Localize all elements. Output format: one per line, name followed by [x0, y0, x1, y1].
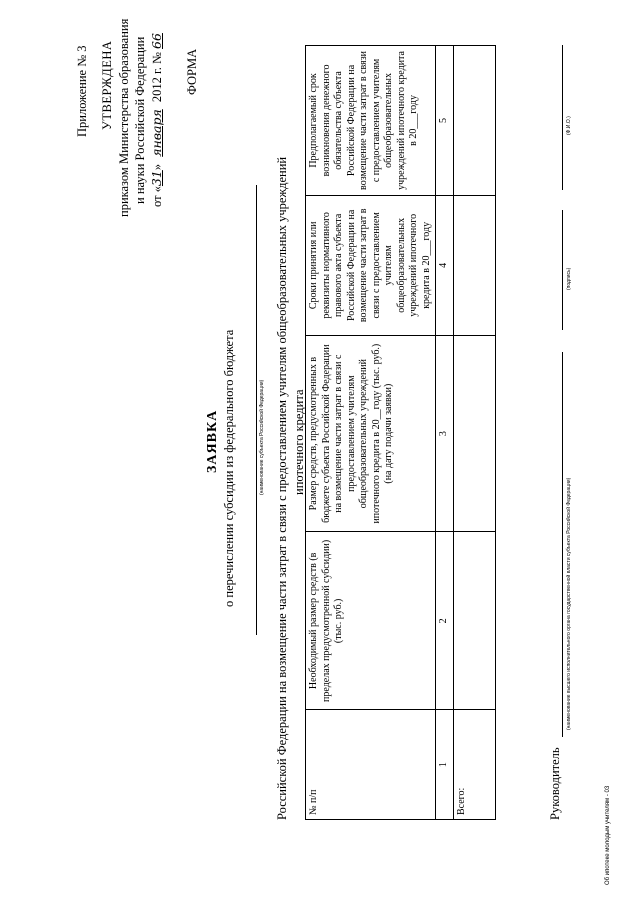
header-cell: Сроки принятия или реквизиты нормативного правового акта субъекта Российской Федерации на возмещение части затрат в связи с предоставлением учителям общеобразовательных учреждений ипотечного кредита в 20___году [306, 195, 436, 335]
total-row [453, 46, 495, 820]
name-underline [562, 45, 563, 190]
column-number: 4 [436, 195, 454, 335]
appendix-number: Приложение № 3 [75, 45, 89, 137]
header-cell: Предполагаемый срок возникновения денежного обязательства субъекта Российской Федерации на возмещение части затрат в связи с предоставлением учителям общеобразовательных учреждений ипотечного кредита в 20___году [306, 46, 436, 196]
head-label: Руководитель [548, 747, 562, 820]
table-header-row [306, 46, 436, 820]
order-mid: » [150, 163, 164, 171]
total-cell [453, 532, 495, 710]
region-underline [256, 185, 257, 635]
signature-caption: (подпись) [566, 267, 572, 290]
header-cell: Размер средств, предусмотренных в бюджете субъекта Российской Федерации на возмещение части затрат в связи с предоставлением учителям общеобразовательных учреждений ипотечного кредита в 20__году (тыс. руб.) (на дату подачи заявки) [306, 335, 436, 532]
head-underline [562, 352, 563, 737]
region-caption: (наименование субъекта Российской Федерации) [259, 379, 265, 495]
total-cell [453, 46, 495, 196]
header-cell: Необходимый размер средств (в пределах предусмотренной субсидии) (тыс. руб.) [306, 532, 436, 710]
header-cell: № п/п [306, 710, 436, 820]
subsidy-table [305, 45, 496, 820]
order-date-line [149, 33, 165, 207]
column-number: 5 [436, 46, 454, 196]
order-line-1: приказом Министерства образования [117, 18, 131, 217]
purpose-line-2: ипотечного кредита [292, 389, 306, 495]
order-month: января [149, 109, 164, 157]
total-label: Всего: [453, 710, 495, 820]
purpose-line-1: Российской Федерации на возмещение части затрат в связи с предоставлением учителям общеобразовательных учреждений [275, 156, 289, 820]
total-cell [453, 195, 495, 335]
doc-subtitle: о перечислении субсидии из федерального бюджета [222, 329, 236, 607]
head-caption: (наименование высшего исполнительного органа государственной власти субъекта Российской Федерации) [566, 477, 572, 730]
margin-note: Об ипотеке молодым учителям - 03 [605, 785, 611, 885]
name-caption: (Ф.И.О.) [566, 116, 572, 135]
approved-label: УТВЕРЖДЕНА [100, 40, 114, 130]
signature-underline [562, 210, 563, 330]
order-day: 31 [149, 170, 164, 187]
form-label: ФОРМА [185, 48, 199, 95]
total-cell [453, 335, 495, 532]
column-number: 3 [436, 335, 454, 532]
order-line-2: и науки Российской Федерации [133, 36, 147, 204]
column-number: 2 [436, 532, 454, 710]
order-number: 66 [149, 33, 164, 49]
order-year: 2012 г. № [150, 52, 164, 103]
column-number: 1 [436, 710, 454, 820]
doc-title: ЗАЯВКА [205, 409, 220, 473]
column-number-row [436, 46, 454, 820]
order-prefix: от « [150, 186, 164, 207]
